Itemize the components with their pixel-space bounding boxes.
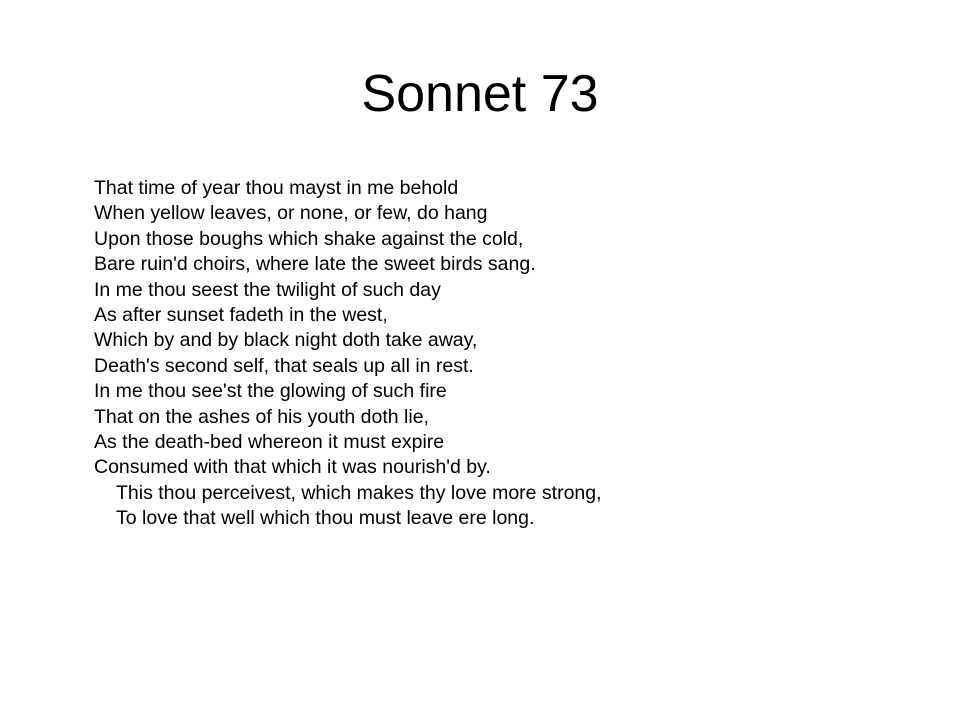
poem-line: As after sunset fadeth in the west,: [94, 304, 388, 327]
poem-line: As the death-bed whereon it must expire: [94, 431, 445, 454]
couplet-line: To love that well which thou must leave ere long.: [116, 507, 535, 530]
poem-body: [94, 176, 934, 532]
poem-line: When yellow leaves, or none, or few, do hang: [94, 202, 488, 225]
poem-line: Upon those boughs which shake against the cold,: [94, 227, 524, 250]
poem-line: Bare ruin'd choirs, where late the sweet birds sang.: [94, 253, 536, 276]
poem-line: That on the ashes of his youth doth lie,: [94, 405, 429, 428]
couplet-line: This thou perceivest, which makes thy love more strong,: [116, 481, 602, 504]
poem-line: Consumed with that which it was nourish'd by.: [94, 456, 491, 479]
poem-line: Which by and by black night doth take away,: [94, 329, 478, 352]
poem-line: In me thou see'st the glowing of such fire: [94, 380, 447, 403]
poem-line: Death's second self, that seals up all in rest.: [94, 354, 474, 377]
slide-title: Sonnet 73: [361, 65, 599, 123]
poem-line: That time of year thou mayst in me behold: [94, 177, 459, 199]
poem-line: In me thou seest the twilight of such day: [94, 278, 441, 301]
